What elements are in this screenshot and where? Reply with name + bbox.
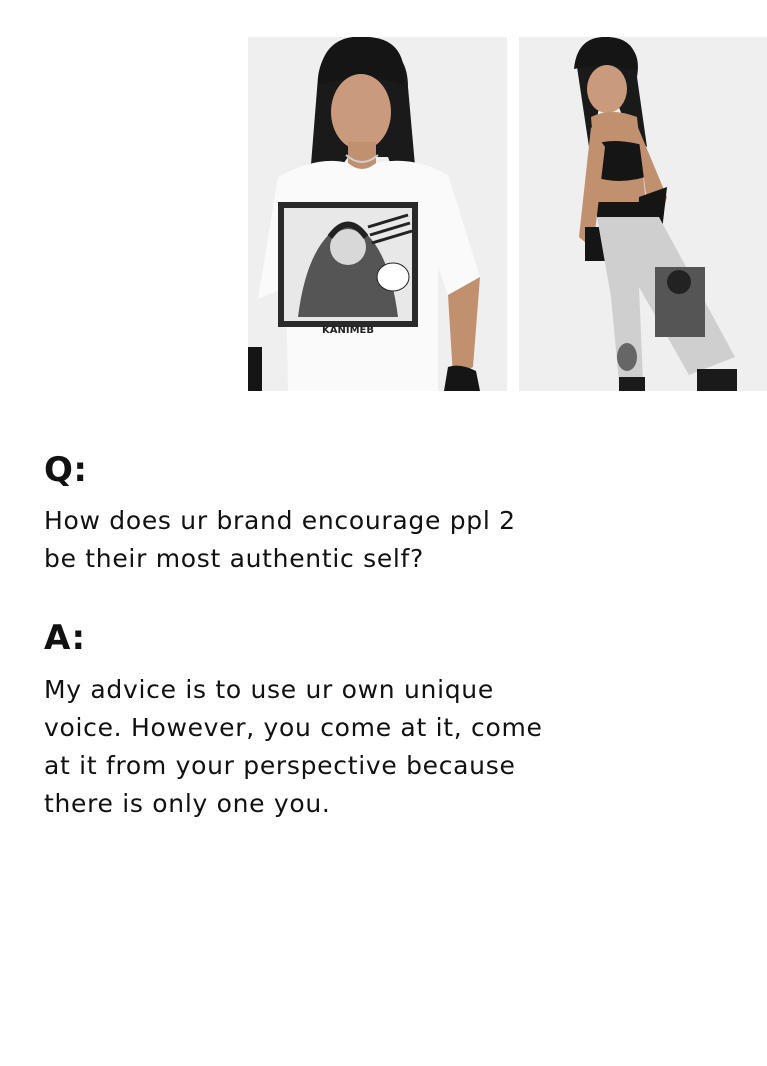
answer-line: at it from your perspective because <box>44 751 516 780</box>
tshirt-graphic-text: KANIMEB <box>322 325 374 336</box>
answer-line: My advice is to use ur own unique <box>44 675 494 704</box>
product-photo-shorts <box>519 37 767 391</box>
question-line: be their most authentic self? <box>44 544 425 573</box>
model-photo-tshirt-icon <box>248 37 507 391</box>
question-line: How does ur brand encourage ppl 2 <box>44 506 516 535</box>
answer-text <box>44 671 744 823</box>
answer-line: there is only one you. <box>44 789 331 818</box>
product-photo-tshirt <box>248 37 507 391</box>
question-label: Q: <box>44 450 88 490</box>
question-text <box>44 502 744 578</box>
answer-line: voice. However, you come at it, come <box>44 713 543 742</box>
answer-label: A: <box>44 618 86 658</box>
model-photo-shorts-icon <box>519 37 767 391</box>
